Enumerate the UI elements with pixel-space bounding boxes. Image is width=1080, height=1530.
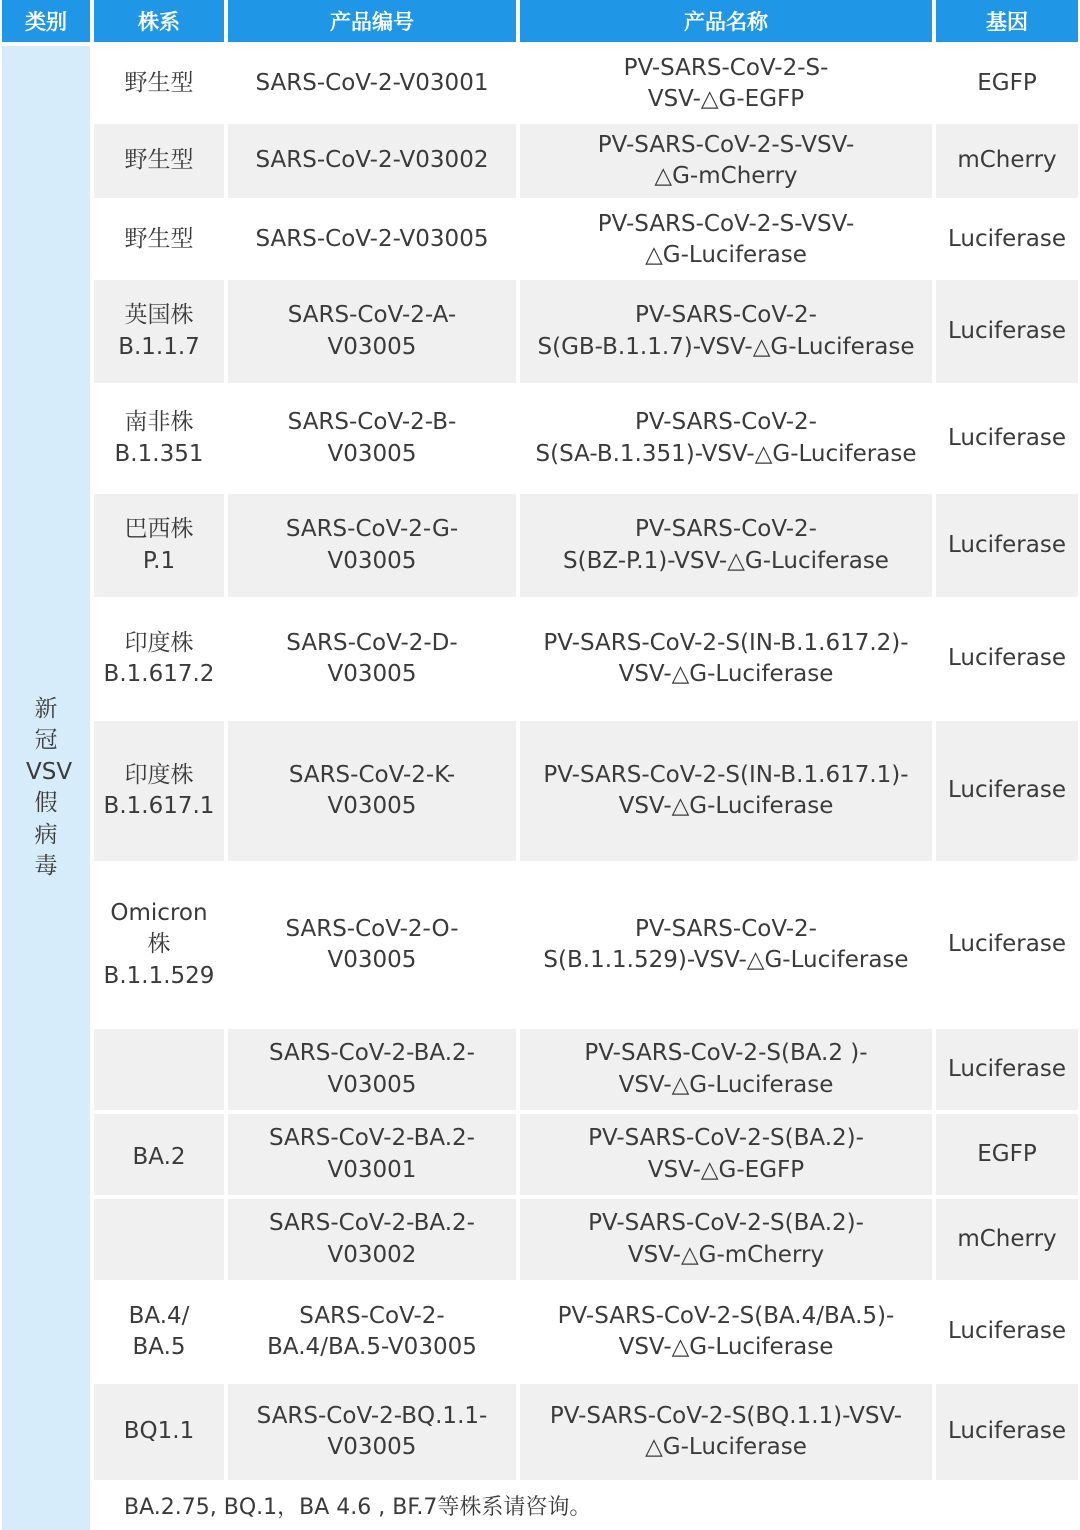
strain-cell: 英国株 B.1.1.7	[118, 302, 200, 360]
column-divider	[932, 387, 936, 490]
column-divider	[516, 1384, 520, 1480]
table-row	[94, 494, 1078, 597]
column-divider	[224, 601, 228, 717]
strain-cell: 野生型	[124, 226, 194, 253]
column-divider	[932, 1114, 936, 1195]
column-divider	[224, 1384, 228, 1480]
product-code-cell: SARS-CoV-2-A- V03005	[287, 302, 457, 360]
product-name-cell: PV-SARS-CoV-2- S(BZ-P.1)-VSV-△G-Luciferase	[563, 516, 889, 574]
column-divider	[516, 1114, 520, 1195]
table-row	[94, 280, 1078, 383]
table-row	[94, 1199, 1078, 1280]
header-product-code: 产品编号	[228, 0, 516, 42]
column-divider	[224, 1284, 228, 1380]
gene-cell: Luciferase	[948, 226, 1066, 253]
column-divider	[224, 202, 228, 278]
gene-cell: Luciferase	[948, 1418, 1066, 1445]
column-divider	[224, 387, 228, 490]
product-name-cell: PV-SARS-CoV-2-S(BQ.1.1)-VSV- △G-Luciferase	[549, 1402, 903, 1460]
product-name-cell: PV-SARS-CoV-2-S-VSV- △G-Luciferase	[597, 210, 855, 268]
column-divider	[224, 1114, 228, 1195]
header-product-name: 产品名称	[520, 0, 932, 42]
column-divider	[932, 721, 936, 861]
column-divider	[932, 1029, 936, 1110]
gene-cell: mCherry	[957, 1225, 1057, 1252]
column-divider	[516, 280, 520, 383]
header-category: 类别	[2, 0, 90, 42]
strain-cell: 野生型	[124, 147, 194, 174]
gene-cell: Luciferase	[948, 1055, 1066, 1082]
gene-cell: Luciferase	[948, 931, 1066, 958]
strain-cell: 野生型	[124, 70, 194, 97]
column-divider	[516, 387, 520, 490]
column-divider	[932, 601, 936, 717]
table-row	[94, 387, 1078, 490]
product-code-cell: SARS-CoV-2-V03002	[255, 147, 489, 174]
gene-cell: EGFP	[977, 1140, 1037, 1167]
strain-cell: BA.4/ BA.5	[128, 1302, 190, 1360]
column-divider	[516, 1029, 520, 1110]
column-divider	[224, 280, 228, 383]
strain-cell: 巴西株 P.1	[124, 516, 194, 574]
column-divider	[516, 1284, 520, 1380]
product-code-cell: SARS-CoV-2-K- V03005	[288, 761, 456, 819]
column-divider	[516, 124, 520, 198]
column-divider	[224, 1029, 228, 1110]
category-cell	[2, 46, 90, 1530]
product-code-cell: SARS-CoV-2-BA.2- V03005	[269, 1040, 475, 1098]
category-label: 新冠VSV假病毒	[26, 695, 73, 879]
product-name-cell: PV-SARS-CoV-2- S(SA-B.1.351)-VSV-△G-Luciferase	[535, 409, 917, 467]
product-code-cell: SARS-CoV-2-V03001	[255, 70, 489, 97]
gene-cell: Luciferase	[948, 424, 1066, 451]
gene-cell: Luciferase	[948, 1318, 1066, 1345]
gene-cell: Luciferase	[948, 317, 1066, 344]
product-code-cell: SARS-CoV-2-BQ.1.1- V03005	[256, 1402, 488, 1460]
column-divider	[932, 494, 936, 597]
column-divider	[224, 865, 228, 1025]
table-row	[94, 1284, 1078, 1380]
strain-cell: Omicron 株 B.1.1.529	[103, 899, 215, 989]
header-gene: 基因	[936, 0, 1078, 42]
column-divider	[224, 46, 228, 122]
gene-cell: mCherry	[957, 147, 1057, 174]
column-divider	[224, 721, 228, 861]
strain-cell: BQ1.1	[123, 1418, 195, 1445]
column-divider	[932, 865, 936, 1025]
gene-cell: EGFP	[977, 70, 1037, 97]
product-name-cell: PV-SARS-CoV-2-S(IN-B.1.617.1)- VSV-△G-Luciferase	[543, 761, 909, 819]
product-code-cell: SARS-CoV-2-G- V03005	[285, 516, 459, 574]
column-divider	[932, 1384, 936, 1480]
table-row	[94, 1114, 1078, 1195]
product-name-cell: PV-SARS-CoV-2-S(BA.2)- VSV-△G-EGFP	[588, 1125, 864, 1183]
product-name-cell: PV-SARS-CoV-2-S(IN-B.1.617.2)- VSV-△G-Luciferase	[543, 629, 909, 687]
column-divider	[516, 202, 520, 278]
header-strain: 株系	[94, 0, 224, 42]
column-divider	[932, 280, 936, 383]
product-code-cell: SARS-CoV-2-BA.2- V03001	[269, 1125, 475, 1183]
footnote: BA.2.75, BQ.1，BA 4.6 , BF.7等株系请咨询。	[124, 1494, 592, 1520]
column-divider	[932, 202, 936, 278]
table-row	[94, 202, 1078, 278]
table-row	[94, 1029, 1078, 1110]
strain-cell: 印度株 B.1.617.2	[103, 629, 215, 687]
product-code-cell: SARS-CoV-2-D- V03005	[286, 629, 458, 687]
column-divider	[516, 46, 520, 122]
product-code-cell: SARS-CoV-2- BA.4/BA.5-V03005	[267, 1302, 477, 1360]
column-divider	[224, 494, 228, 597]
product-name-cell: PV-SARS-CoV-2- S(GB-B.1.1.7)-VSV-△G-Luciferase	[537, 302, 915, 360]
column-divider	[516, 601, 520, 717]
product-name-cell: PV-SARS-CoV-2- S(B.1.1.529)-VSV-△G-Luciferase	[543, 915, 909, 973]
column-divider	[516, 1199, 520, 1280]
table-row	[94, 46, 1078, 122]
product-code-cell: SARS-CoV-2-V03005	[255, 226, 489, 253]
table-row	[94, 601, 1078, 717]
table-row	[94, 865, 1078, 1025]
product-name-cell: PV-SARS-CoV-2-S- VSV-△G-EGFP	[623, 54, 829, 112]
table-row	[94, 124, 1078, 198]
column-divider	[932, 1284, 936, 1380]
column-divider	[932, 124, 936, 198]
product-code-cell: SARS-CoV-2-O- V03005	[285, 915, 459, 973]
strain-cell: 南非株 B.1.351	[114, 409, 204, 467]
strain-cell: 印度株 B.1.617.1	[103, 761, 215, 819]
product-name-cell: PV-SARS-CoV-2-S(BA.2 )- VSV-△G-Luciferase	[584, 1040, 868, 1098]
column-divider	[516, 721, 520, 861]
column-divider	[516, 865, 520, 1025]
gene-cell: Luciferase	[948, 645, 1066, 672]
column-divider	[516, 494, 520, 597]
column-divider	[932, 1199, 936, 1280]
product-name-cell: PV-SARS-CoV-2-S(BA.4/BA.5)- VSV-△G-Luciferase	[557, 1302, 895, 1360]
column-divider	[224, 124, 228, 198]
gene-cell: Luciferase	[948, 531, 1066, 558]
table-row	[94, 1384, 1078, 1480]
product-code-cell: SARS-CoV-2-BA.2- V03002	[269, 1210, 475, 1268]
strain-ba2-group: BA.2	[132, 1143, 186, 1170]
table-row	[94, 721, 1078, 861]
column-divider	[224, 1199, 228, 1280]
product-name-cell: PV-SARS-CoV-2-S-VSV- △G-mCherry	[597, 131, 855, 189]
product-code-cell: SARS-CoV-2-B- V03005	[287, 409, 457, 467]
column-divider	[932, 46, 936, 122]
product-name-cell: PV-SARS-CoV-2-S(BA.2)- VSV-△G-mCherry	[588, 1210, 864, 1268]
gene-cell: Luciferase	[948, 777, 1066, 804]
